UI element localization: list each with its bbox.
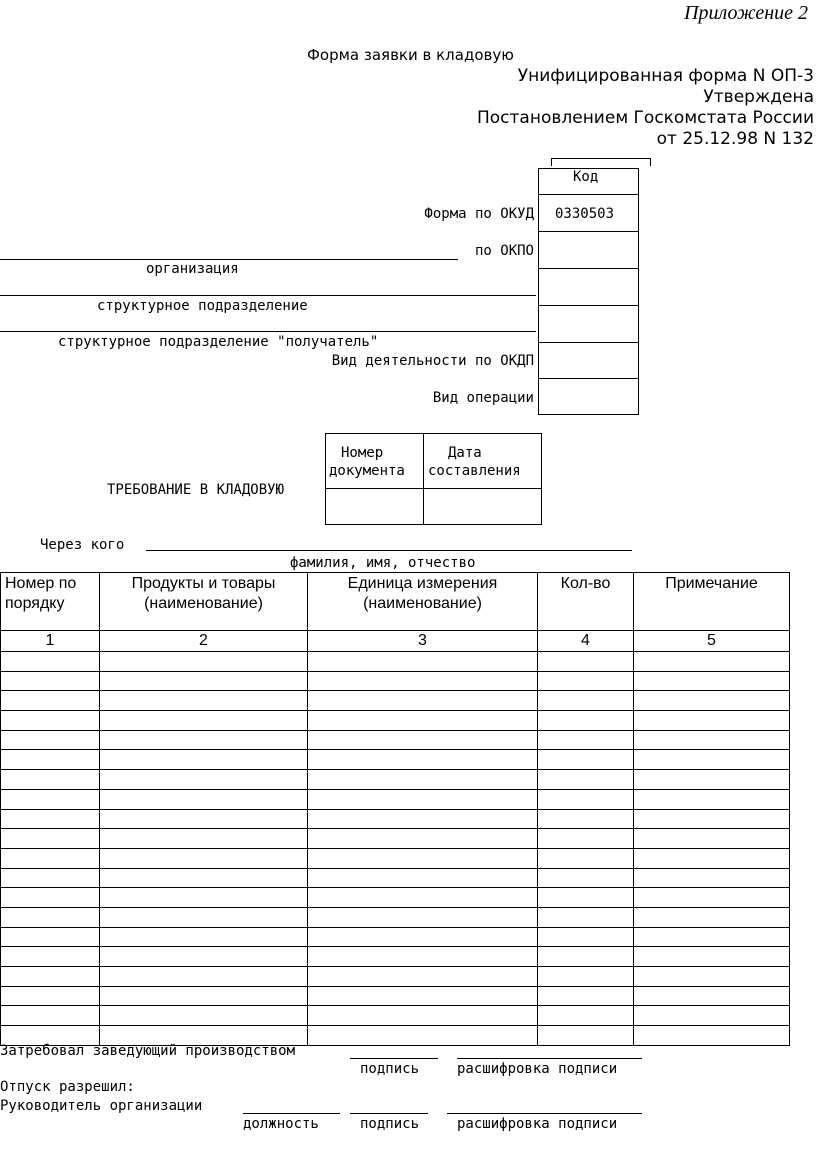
- table-cell[interactable]: [100, 848, 308, 868]
- approval-line-4: от 25.12.98 N 132: [656, 129, 814, 149]
- table-cell[interactable]: [538, 947, 634, 967]
- table-row: [1, 789, 790, 809]
- okud-label: Форма по ОКУД: [424, 206, 534, 222]
- table-cell[interactable]: [538, 888, 634, 908]
- col-header-unit: Единица измерения (наименование): [308, 573, 538, 631]
- requested-signature-line: [350, 1058, 438, 1059]
- requisition-title: ТРЕБОВАНИЕ В КЛАДОВУЮ: [107, 482, 285, 498]
- approval-line-2: Утверждена: [703, 87, 814, 107]
- through-caption: фамилия, имя, отчество: [290, 555, 476, 571]
- table-cell[interactable]: [100, 652, 308, 672]
- table-row: [1, 711, 790, 731]
- table-row: [1, 809, 790, 829]
- table-header-row: [1, 573, 790, 631]
- appendix-label: Приложение 2: [684, 2, 808, 24]
- table-cell[interactable]: [634, 1006, 790, 1026]
- table-cell[interactable]: [1, 750, 100, 770]
- table-cell[interactable]: [634, 1026, 790, 1046]
- head-decoding-line: [447, 1113, 642, 1114]
- table-row: [1, 730, 790, 750]
- table-cell[interactable]: [634, 809, 790, 829]
- head-signature-caption: подпись: [360, 1116, 420, 1132]
- table-cell[interactable]: [100, 789, 308, 809]
- table-cell[interactable]: [634, 691, 790, 711]
- table-row: [1, 868, 790, 888]
- col-number: 3: [308, 631, 538, 652]
- doc-date-line2: составления: [428, 463, 521, 479]
- table-cell[interactable]: [1, 730, 100, 750]
- table-cell[interactable]: [634, 829, 790, 849]
- table-row: [1, 947, 790, 967]
- table-row: [1, 1006, 790, 1026]
- table-row: [1, 691, 790, 711]
- table-cell[interactable]: [634, 947, 790, 967]
- through-label: Через кого: [40, 537, 125, 553]
- table-cell[interactable]: [1, 947, 100, 967]
- table-row: [1, 848, 790, 868]
- table-cell[interactable]: [100, 711, 308, 731]
- table-cell[interactable]: [1, 770, 100, 790]
- table-cell[interactable]: [100, 868, 308, 888]
- department-caption: структурное подразделение: [97, 298, 308, 314]
- col-number: 5: [634, 631, 790, 652]
- table-cell[interactable]: [538, 809, 634, 829]
- table-cell[interactable]: [1, 711, 100, 731]
- table-cell[interactable]: [100, 1006, 308, 1026]
- table-cell[interactable]: [634, 711, 790, 731]
- department-line: [0, 295, 536, 296]
- table-cell[interactable]: [100, 730, 308, 750]
- receiver-caption: структурное подразделение "получатель": [58, 334, 379, 350]
- table-row: [1, 750, 790, 770]
- table-row: [1, 888, 790, 908]
- table-cell[interactable]: [634, 671, 790, 691]
- col-header-note: Примечание: [634, 573, 790, 631]
- table-cell[interactable]: [634, 927, 790, 947]
- requested-label: Затребовал заведующий производством: [0, 1043, 296, 1059]
- table-cell[interactable]: [308, 848, 538, 868]
- table-cell[interactable]: [1, 868, 100, 888]
- table-cell[interactable]: [1, 967, 100, 987]
- organization-line: [0, 259, 458, 260]
- table-cell[interactable]: [538, 907, 634, 927]
- table-cell[interactable]: [538, 789, 634, 809]
- table-cell[interactable]: [100, 888, 308, 908]
- head-signature-line: [350, 1113, 428, 1114]
- table-cell[interactable]: [538, 967, 634, 987]
- okpo-label: по ОКПО: [474, 243, 534, 259]
- table-cell[interactable]: [308, 927, 538, 947]
- table-cell[interactable]: [1, 671, 100, 691]
- table-cell[interactable]: [100, 770, 308, 790]
- receiver-line: [0, 331, 536, 332]
- table-cell[interactable]: [1, 691, 100, 711]
- table-cell[interactable]: [634, 848, 790, 868]
- col-header-products: Продукты и товары (наименование): [100, 573, 308, 631]
- col-number: 1: [1, 631, 100, 652]
- requested-decoding-line: [457, 1058, 642, 1059]
- table-cell[interactable]: [308, 652, 538, 672]
- column-numbers-row: [1, 631, 790, 652]
- table-cell[interactable]: [1, 789, 100, 809]
- table-cell[interactable]: [1, 888, 100, 908]
- table-cell[interactable]: [308, 986, 538, 1006]
- table-cell[interactable]: [634, 888, 790, 908]
- table-cell[interactable]: [538, 671, 634, 691]
- table-cell[interactable]: [1, 848, 100, 868]
- approval-line-1: Унифицированная форма N ОП-3: [517, 66, 814, 86]
- table-cell[interactable]: [538, 691, 634, 711]
- table-cell[interactable]: [100, 809, 308, 829]
- table-cell[interactable]: [538, 711, 634, 731]
- table-cell[interactable]: [308, 770, 538, 790]
- table-cell[interactable]: [538, 652, 634, 672]
- table-cell[interactable]: [100, 986, 308, 1006]
- table-cell[interactable]: [308, 711, 538, 731]
- table-cell[interactable]: [538, 986, 634, 1006]
- table-cell[interactable]: [538, 848, 634, 868]
- table-cell[interactable]: [308, 789, 538, 809]
- table-cell[interactable]: [100, 829, 308, 849]
- table-cell[interactable]: [538, 927, 634, 947]
- table-cell[interactable]: [100, 691, 308, 711]
- through-line: [146, 550, 632, 551]
- operation-label: Вид операции: [432, 390, 534, 406]
- table-row: [1, 986, 790, 1006]
- table-cell[interactable]: [308, 750, 538, 770]
- table-cell[interactable]: [308, 730, 538, 750]
- head-decoding-caption: расшифровка подписи: [457, 1116, 618, 1132]
- approval-line-3: Постановлением Госкомстата России: [476, 108, 814, 128]
- table-cell[interactable]: [538, 750, 634, 770]
- okdp-label: Вид деятельности по ОКДП: [331, 353, 534, 369]
- doc-date-line1: Дата: [448, 445, 482, 461]
- requested-signature-caption: подпись: [360, 1061, 420, 1077]
- table-cell[interactable]: [1, 907, 100, 927]
- table-cell[interactable]: [100, 927, 308, 947]
- head-label: Руководитель организации: [0, 1098, 203, 1114]
- head-position-caption: должность: [243, 1116, 319, 1132]
- table-cell[interactable]: [100, 671, 308, 691]
- table-cell[interactable]: [308, 868, 538, 888]
- table-cell[interactable]: [634, 967, 790, 987]
- table-cell[interactable]: [634, 770, 790, 790]
- table-cell[interactable]: [634, 730, 790, 750]
- table-cell[interactable]: [634, 652, 790, 672]
- doc-number-line2: документа: [329, 463, 405, 479]
- table-cell[interactable]: [1, 986, 100, 1006]
- table-row: [1, 652, 790, 672]
- items-table: [0, 572, 790, 1046]
- table-cell[interactable]: [308, 947, 538, 967]
- table-cell[interactable]: [308, 1026, 538, 1046]
- table-row: [1, 770, 790, 790]
- table-cell[interactable]: [100, 750, 308, 770]
- col-header-quantity: Кол-во: [538, 573, 634, 631]
- requested-decoding-caption: расшифровка подписи: [457, 1061, 618, 1077]
- table-cell[interactable]: [634, 750, 790, 770]
- released-label: Отпуск разрешил:: [0, 1079, 135, 1095]
- table-cell[interactable]: [308, 829, 538, 849]
- okud-value: 0330503: [555, 206, 615, 222]
- code-header: Код: [573, 169, 599, 185]
- head-position-line: [243, 1113, 340, 1114]
- table-row: [1, 907, 790, 927]
- table-cell[interactable]: [308, 671, 538, 691]
- table-cell[interactable]: [100, 947, 308, 967]
- table-row: [1, 927, 790, 947]
- table-cell[interactable]: [1, 652, 100, 672]
- table-cell[interactable]: [1, 927, 100, 947]
- table-cell[interactable]: [538, 829, 634, 849]
- table-cell[interactable]: [634, 789, 790, 809]
- table-cell[interactable]: [538, 1006, 634, 1026]
- table-row: [1, 829, 790, 849]
- table-cell[interactable]: [1, 809, 100, 829]
- col-number: 2: [100, 631, 308, 652]
- table-cell[interactable]: [634, 907, 790, 927]
- table-cell[interactable]: [308, 907, 538, 927]
- table-cell[interactable]: [308, 967, 538, 987]
- table-cell[interactable]: [1, 829, 100, 849]
- table-cell[interactable]: [308, 1006, 538, 1026]
- table-row: [1, 671, 790, 691]
- table-cell[interactable]: [308, 888, 538, 908]
- table-cell[interactable]: [538, 1026, 634, 1046]
- table-cell[interactable]: [100, 907, 308, 927]
- form-title: Форма заявки в кладовую: [307, 46, 514, 64]
- table-cell[interactable]: [538, 868, 634, 888]
- col-number: 4: [538, 631, 634, 652]
- approval-block: [477, 66, 814, 150]
- table-cell[interactable]: [634, 868, 790, 888]
- doc-number-line1: Номер: [341, 445, 384, 461]
- table-cell[interactable]: [1, 1006, 100, 1026]
- table-cell[interactable]: [100, 967, 308, 987]
- col-header-number: Номер по порядку: [1, 573, 100, 631]
- organization-caption: организация: [146, 261, 239, 277]
- table-cell[interactable]: [634, 986, 790, 1006]
- table-cell[interactable]: [308, 691, 538, 711]
- table-cell[interactable]: [538, 770, 634, 790]
- table-cell[interactable]: [308, 809, 538, 829]
- table-cell[interactable]: [538, 730, 634, 750]
- table-row: [1, 967, 790, 987]
